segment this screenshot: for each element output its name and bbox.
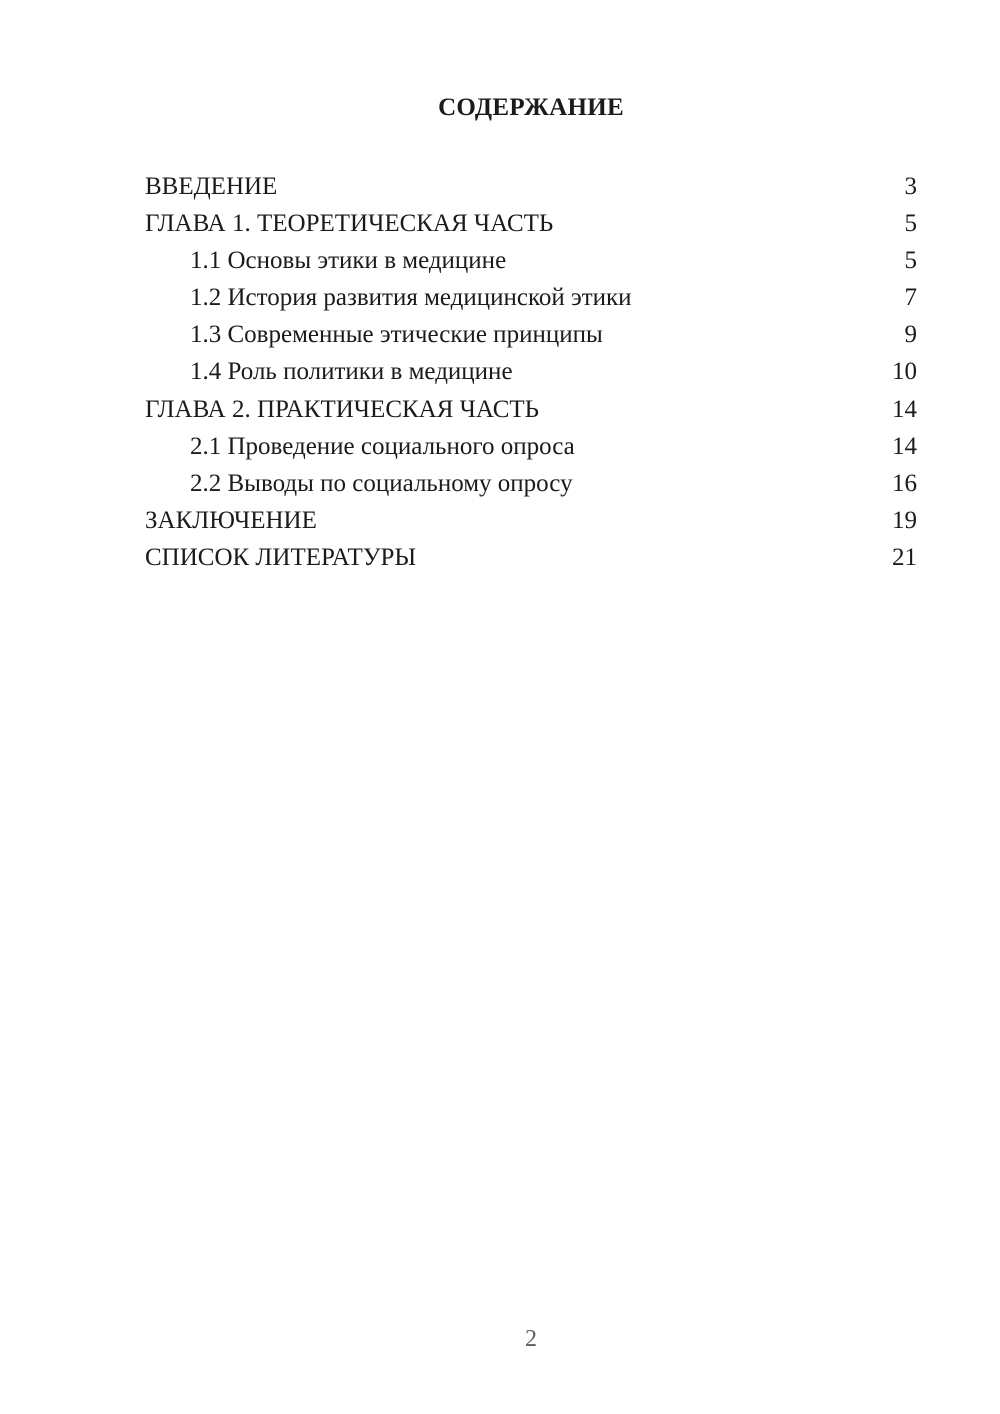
toc-row [145, 316, 917, 353]
toc-entry-page: 3 [904, 173, 917, 200]
toc-entry-label: 1.2 История развития медицинской этики [190, 284, 632, 312]
table-of-contents [145, 168, 917, 576]
toc-row [145, 539, 917, 576]
toc-row [145, 353, 917, 390]
toc-row [145, 391, 917, 428]
toc-entry-label: 2.1 Проведение социального опроса [190, 432, 575, 460]
toc-entry-page: 21 [892, 543, 917, 571]
page-title: СОДЕРЖАНИЕ [438, 94, 624, 121]
toc-entry-page: 9 [904, 321, 917, 349]
toc-row [145, 242, 917, 279]
toc-entry-label: ВВЕДЕНИЕ [145, 173, 278, 200]
toc-entry-label: ГЛАВА 1. ТЕОРЕТИЧЕСКАЯ ЧАСТЬ [145, 210, 554, 238]
toc-entry-page: 14 [892, 395, 917, 423]
toc-entry-label: ГЛАВА 2. ПРАКТИЧЕСКАЯ ЧАСТЬ [145, 395, 540, 423]
toc-entry-label: 1.4 Роль политики в медицине [190, 358, 513, 386]
footer-page-number: 2 [525, 1326, 537, 1352]
toc-entry-label: 1.1 Основы этики в медицине [190, 247, 507, 275]
toc-entry-label: ЗАКЛЮЧЕНИЕ [145, 506, 317, 534]
toc-entry-label: СПИСОК ЛИТЕРАТУРЫ [145, 543, 417, 571]
toc-row [145, 502, 917, 539]
toc-entry-page: 19 [892, 506, 917, 534]
toc-row [145, 205, 917, 242]
toc-row [145, 168, 917, 205]
toc-entry-page: 14 [892, 432, 917, 460]
toc-entry-page: 7 [904, 284, 917, 312]
toc-row [145, 279, 917, 316]
toc-entry-label: 2.2 Выводы по социальному опросу [190, 469, 573, 497]
toc-entry-label: 1.3 Современные этические принципы [190, 321, 603, 349]
toc-entry-page: 5 [904, 210, 917, 238]
toc-row [145, 465, 917, 502]
toc-row [145, 428, 917, 465]
toc-entry-page: 16 [892, 469, 917, 497]
toc-entry-page: 5 [904, 247, 917, 275]
toc-entry-page: 10 [892, 358, 917, 386]
